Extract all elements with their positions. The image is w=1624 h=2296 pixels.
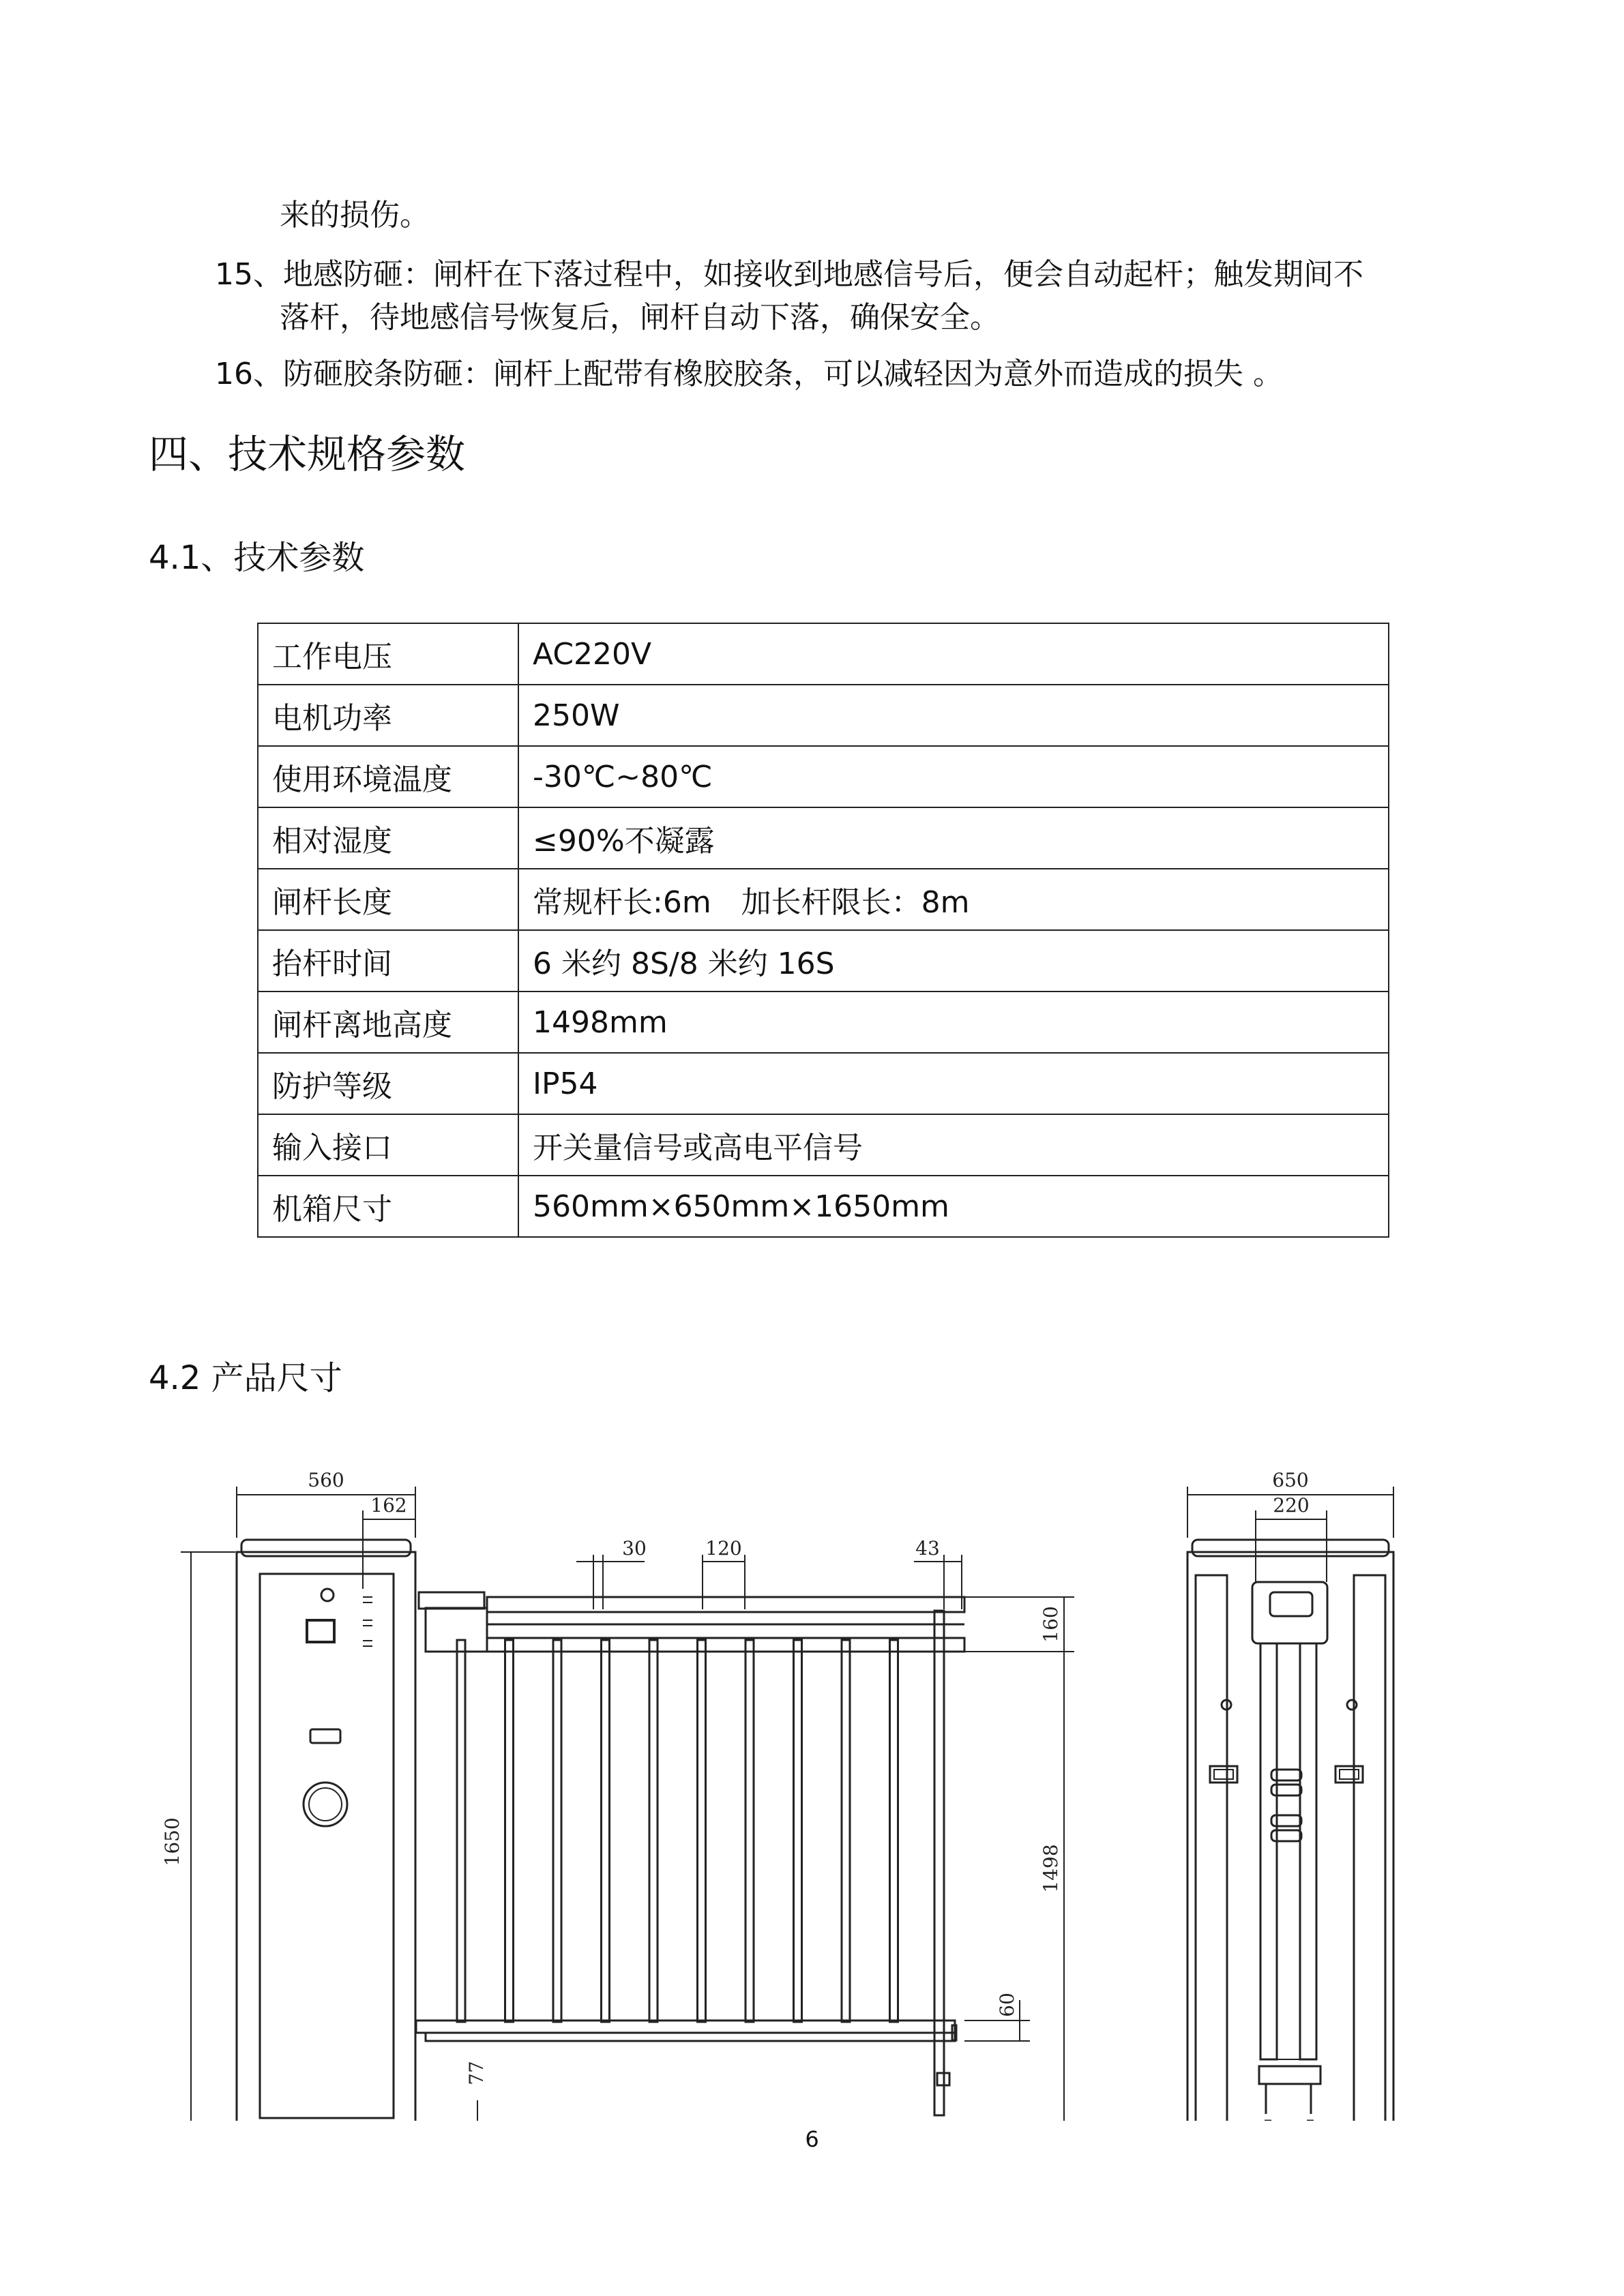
spec-value: -30℃~80℃ (518, 746, 1389, 807)
spec-table (257, 623, 1389, 1238)
vertical-bar (602, 1640, 610, 2022)
spec-row (258, 746, 1389, 807)
spec-key: 电机功率 (258, 685, 518, 746)
vertical-bar (698, 1640, 706, 2022)
spec-row (258, 807, 1389, 869)
spec-row (258, 869, 1389, 930)
dim-label-77: 77 (465, 2061, 488, 2085)
spec-row (258, 930, 1389, 992)
dim-label-160: 160 (1039, 1606, 1062, 1643)
spec-key: 防护等级 (258, 1053, 518, 1114)
spec-value: 250W (518, 685, 1389, 746)
dim-label-1498: 1498 (1039, 1844, 1062, 1893)
dim-label-1650: 1650 (161, 1817, 183, 1866)
spec-row (258, 1176, 1389, 1237)
barrier-arm (416, 1592, 964, 2115)
spec-row (258, 1114, 1389, 1176)
spec-value: 1498mm (518, 992, 1389, 1053)
vertical-bar (553, 1640, 561, 2022)
spec-value: IP54 (518, 1053, 1389, 1114)
vertical-bar (794, 1640, 802, 2022)
spec-row (258, 685, 1389, 746)
paragraph-15-line2: 落杆，待地感信号恢复后，闸杆自动下落，确保安全。 (280, 300, 1000, 335)
spec-key: 闸杆长度 (258, 869, 518, 930)
spec-value: ≤90%不凝露 (518, 807, 1389, 869)
section-title: 四、技术规格参数 (149, 431, 466, 477)
spec-key: 闸杆离地高度 (258, 992, 518, 1053)
front-vertical-bars (457, 1640, 898, 2022)
spec-key: 输入接口 (258, 1114, 518, 1176)
spec-key: 相对湿度 (258, 807, 518, 869)
dim-label-220: 220 (1273, 1494, 1310, 1517)
spec-key: 抬杆时间 (258, 930, 518, 992)
spec-value: AC220V (518, 623, 1389, 685)
spec-value: 560mm×650mm×1650mm (518, 1176, 1389, 1237)
spec-key: 使用环境温度 (258, 746, 518, 807)
dim-label-650: 650 (1272, 1469, 1309, 1491)
vertical-bar (649, 1640, 658, 2022)
vertical-bar (457, 1640, 465, 2022)
side-cabinet (1187, 1540, 1393, 2121)
vertical-bar (505, 1640, 514, 2022)
dim-label-560: 560 (308, 1469, 344, 1491)
vertical-bar (745, 1640, 754, 2022)
paragraph-continuation: 来的损伤。 (280, 198, 430, 233)
front-cabinet (237, 1540, 415, 2121)
spec-value: 开关量信号或高电平信号 (518, 1114, 1389, 1176)
dim-label-120: 120 (705, 1537, 742, 1560)
dim-label-60: 60 (996, 1993, 1018, 2017)
dim-label-162: 162 (370, 1494, 407, 1517)
spec-value: 6 米约 8S/8 米约 16S (518, 930, 1389, 992)
spec-row (258, 1053, 1389, 1114)
vertical-bar (890, 1640, 898, 2022)
subsection-dims-title: 4.2 产品尺寸 (149, 1359, 342, 1397)
spec-row (258, 623, 1389, 685)
vertical-bar (842, 1640, 850, 2022)
spec-row (258, 992, 1389, 1053)
page-number: 6 (805, 2126, 819, 2152)
product-dimension-drawing (0, 1418, 1624, 2121)
subsection-params-title: 4.1、技术参数 (149, 539, 365, 577)
spec-value: 常规杆长:6m 加长杆限长：8m (518, 869, 1389, 930)
dim-label-43: 43 (915, 1537, 940, 1560)
paragraph-15-line1: 15、地感防砸：闸杆在下落过程中，如接收到地感信号后，便会自动起杆；触发期间不 (215, 257, 1363, 292)
paragraph-16: 16、防砸胶条防砸：闸杆上配带有橡胶胶条，可以减轻因为意外而造成的损失 。 (215, 357, 1283, 391)
spec-key: 工作电压 (258, 623, 518, 685)
dim-label-30: 30 (622, 1537, 647, 1560)
spec-key: 机箱尺寸 (258, 1176, 518, 1237)
